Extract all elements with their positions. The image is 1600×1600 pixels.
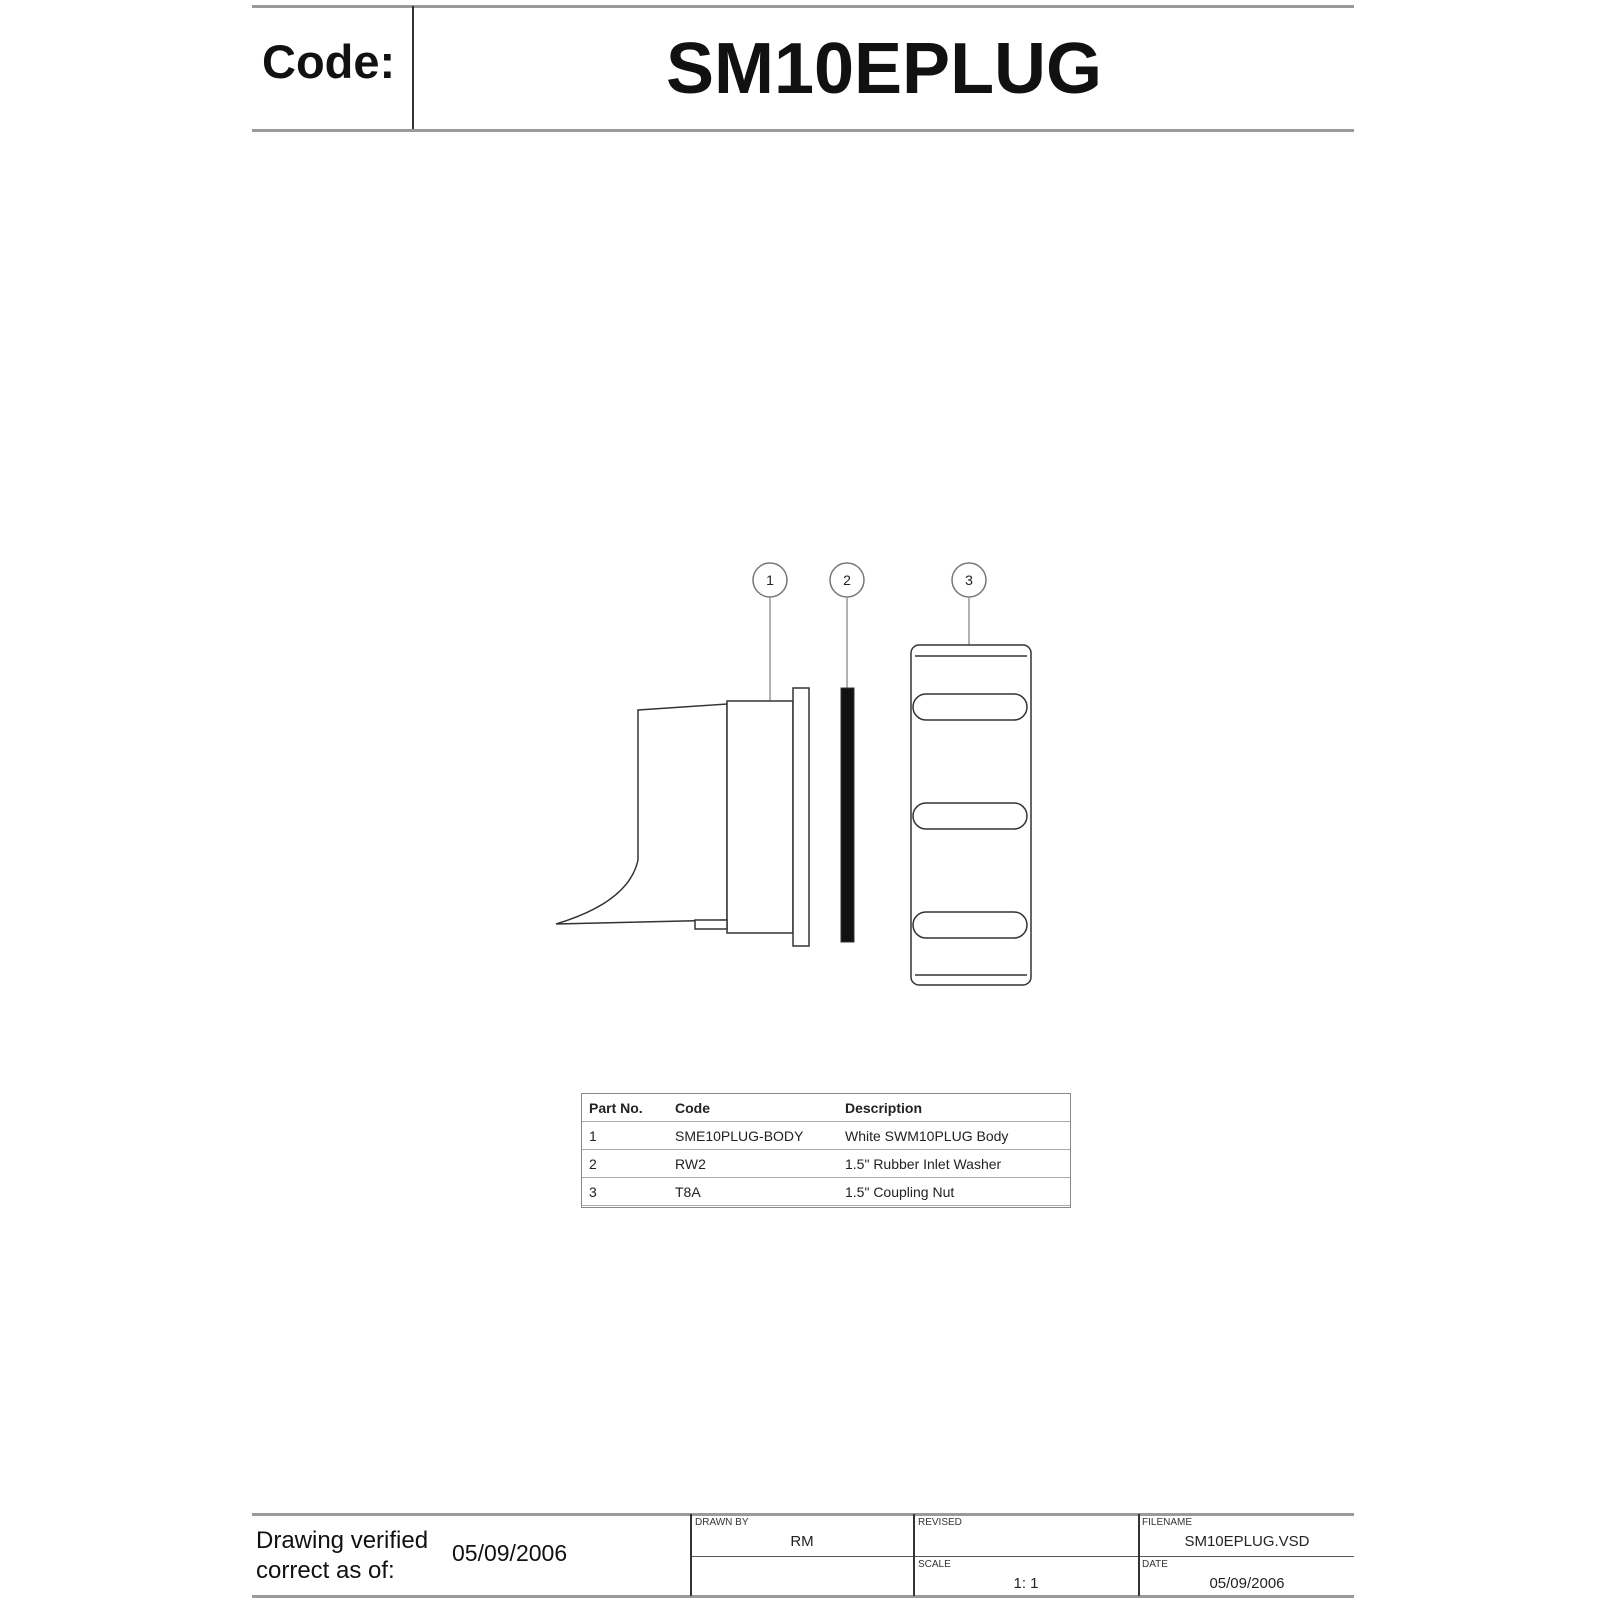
part-no-cell: 2 bbox=[581, 1150, 667, 1178]
part-1-plug-body bbox=[556, 688, 809, 946]
verified-label bbox=[256, 1526, 428, 1586]
callout-3-number: 3 bbox=[965, 572, 973, 588]
callout-1 bbox=[753, 563, 787, 701]
code-cell: SME10PLUG-BODY bbox=[667, 1122, 837, 1150]
callout-2-number: 2 bbox=[843, 572, 851, 588]
part-no-cell: 3 bbox=[581, 1178, 667, 1206]
part-3-coupling-nut bbox=[911, 645, 1031, 985]
verified-label-line2: correct as of: bbox=[256, 1557, 395, 1584]
code-label: Code: bbox=[262, 35, 396, 88]
revised-caption: REVISED bbox=[918, 1517, 962, 1528]
callout-2 bbox=[830, 563, 864, 688]
col-header-part-no: Part No. bbox=[581, 1094, 667, 1122]
date-caption: DATE bbox=[1142, 1559, 1168, 1570]
table-row bbox=[581, 1178, 1071, 1206]
drawn-by-value: RM bbox=[790, 1533, 814, 1550]
col-header-code: Code bbox=[667, 1094, 837, 1122]
parts-table bbox=[581, 1093, 1071, 1206]
drawn-by-caption: DRAWN BY bbox=[695, 1517, 749, 1528]
code-cell: RW2 bbox=[667, 1150, 837, 1178]
filename-value: SM10EPLUG.VSD bbox=[1184, 1533, 1310, 1550]
verified-label-line1: Drawing verified bbox=[256, 1527, 429, 1554]
parts-table-header bbox=[581, 1094, 1071, 1122]
callout-1-number: 1 bbox=[766, 572, 774, 588]
scale-value: 1: 1 bbox=[1013, 1575, 1039, 1592]
description-cell: 1.5" Coupling Nut bbox=[837, 1178, 1071, 1206]
date-value: 05/09/2006 bbox=[1209, 1575, 1285, 1592]
footer-bottom-rule bbox=[252, 1595, 1354, 1598]
description-cell: 1.5" Rubber Inlet Washer bbox=[837, 1150, 1071, 1178]
description-cell: White SWM10PLUG Body bbox=[837, 1122, 1071, 1150]
table-row bbox=[581, 1122, 1071, 1150]
code-value: SM10EPLUG bbox=[665, 29, 1103, 109]
filename-caption: FILENAME bbox=[1142, 1517, 1193, 1528]
part-no-cell: 1 bbox=[581, 1122, 667, 1150]
scale-caption: SCALE bbox=[918, 1559, 951, 1570]
footer-middle-rule bbox=[690, 1556, 1354, 1557]
footer-top-rule bbox=[252, 1513, 1354, 1516]
part-2-rubber-washer bbox=[841, 688, 854, 942]
footer-separator-1 bbox=[690, 1514, 692, 1596]
verified-date: 05/09/2006 bbox=[452, 1540, 568, 1566]
col-header-description: Description bbox=[837, 1094, 1071, 1122]
table-row bbox=[581, 1150, 1071, 1178]
code-cell: T8A bbox=[667, 1178, 837, 1206]
callout-3 bbox=[952, 563, 986, 645]
